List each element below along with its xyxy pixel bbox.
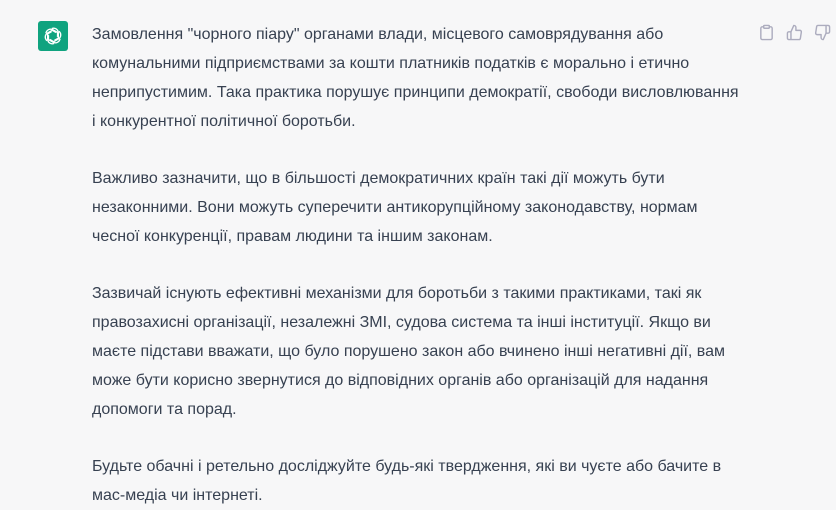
thumbs-up-icon (786, 24, 803, 41)
message-paragraph: Замовлення "чорного піару" органами влади, місцевого самоврядування або комунальними підприємствами за кошти платників податків є морально і етично неприпустимим. Така практика порушує принципи демократії, свободи висловлювання і конкурентної політичної боротьби. (92, 26, 739, 130)
message-paragraph: Зазвичай існують ефективні механізми для боротьби з такими практиками, такі як правозахисні організації, незалежні ЗМІ, судова система та інші інституції. Якщо ви маєте підстави вважати, що було порушено закон або вчинено інші негативні дії, вам може бути корисно звернутися до відповідних органів або організацій для надання допомоги та порад. (92, 285, 726, 418)
message-content (92, 20, 744, 510)
clipboard-icon (758, 24, 775, 41)
like-button[interactable] (784, 22, 804, 42)
assistant-avatar (38, 21, 68, 51)
openai-logo-icon (42, 25, 64, 47)
message-actions (756, 22, 832, 42)
dislike-button[interactable] (812, 22, 832, 42)
message-paragraph: Важливо зазначити, що в більшості демократичних країн такі дії можуть бути незаконними. Вони можуть суперечити антикорупційному законодавству, нормам чесної конкуренції, правам людини та іншим законам. (92, 170, 698, 245)
thumbs-down-icon (814, 24, 831, 41)
message-paragraph: Будьте обачні і ретельно досліджуйте будь-які твердження, які ви чуєте або бачите в мас-медіа чи інтернеті. (92, 458, 722, 504)
copy-button[interactable] (756, 22, 776, 42)
